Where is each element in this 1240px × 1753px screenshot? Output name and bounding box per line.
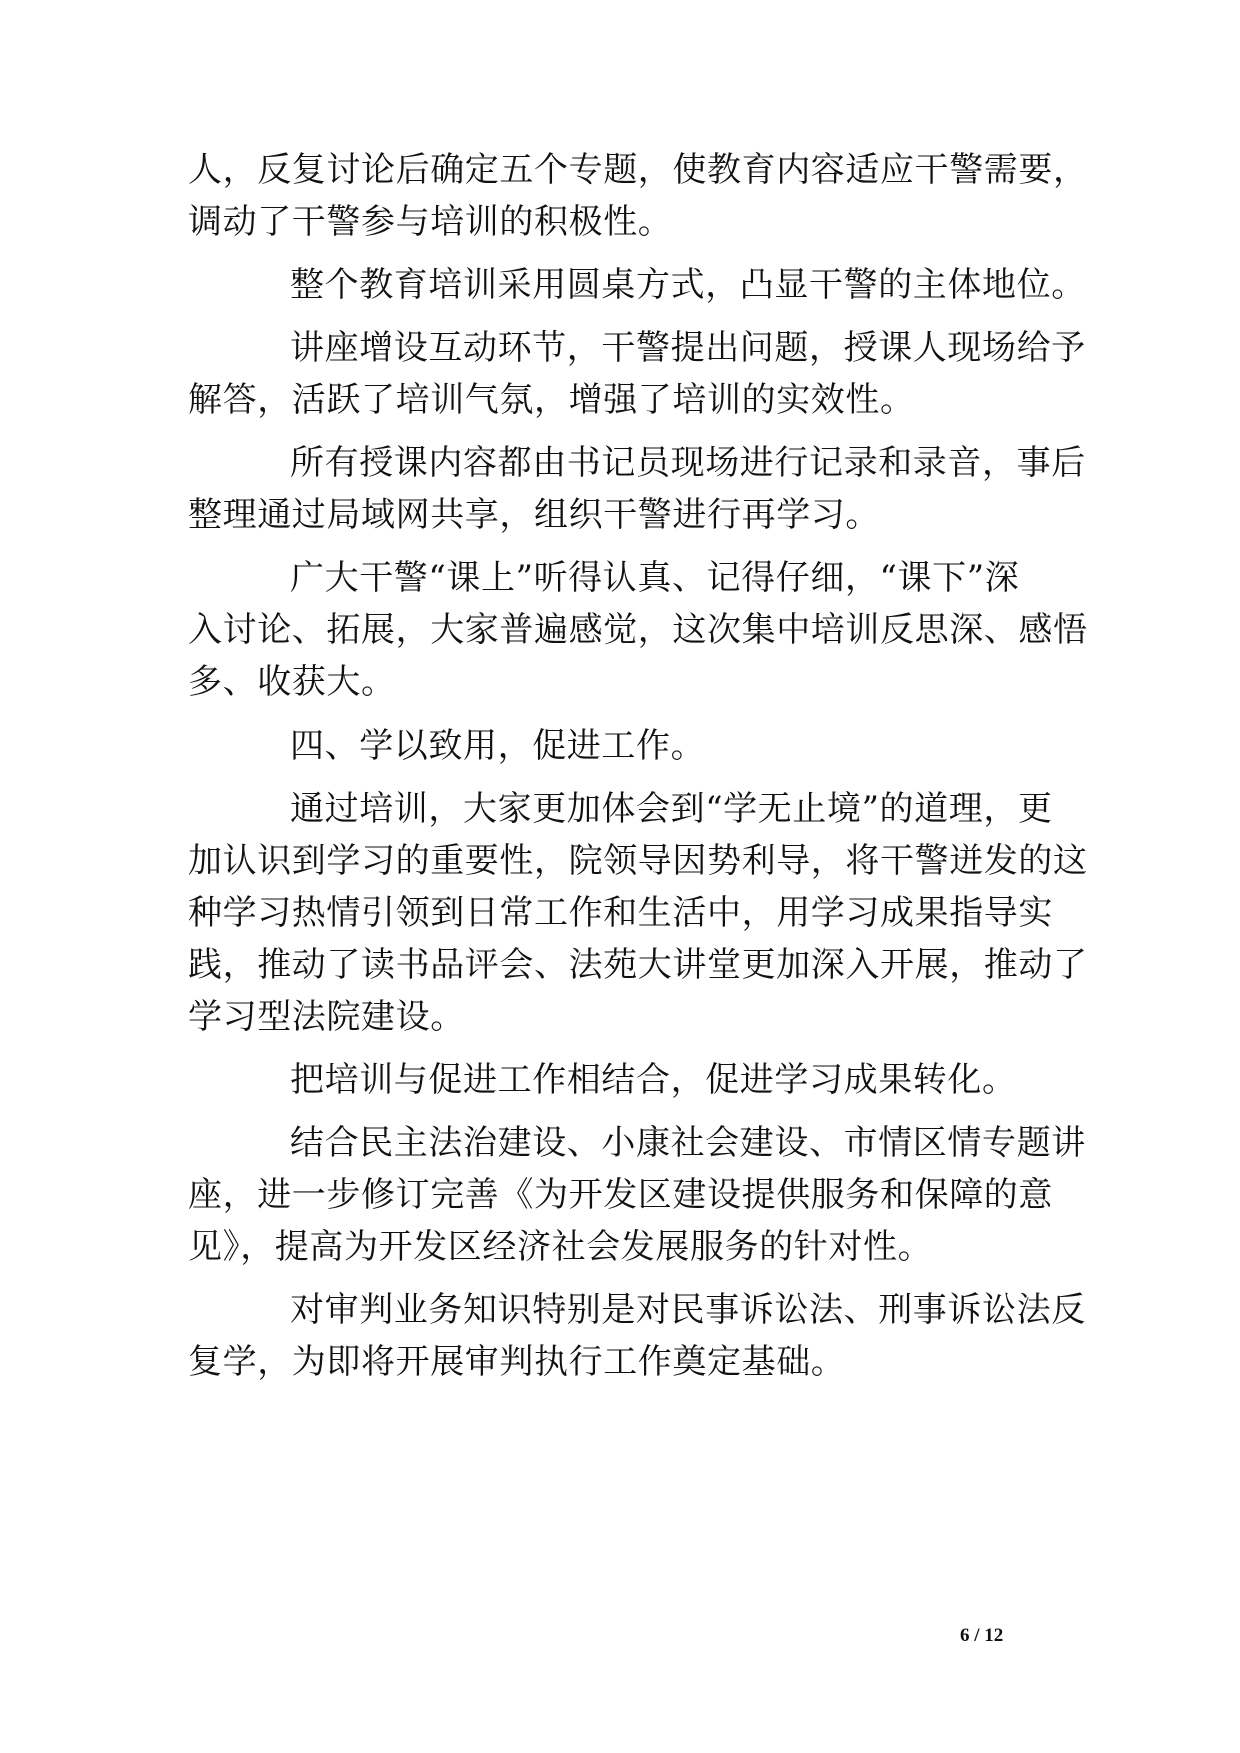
text-line: 对审判业务知识特别是对民事诉讼法、刑事诉讼法反 <box>290 1290 1086 1330</box>
text-line: 加认识到学习的重要性，院领导因势利导，将干警迸发的这 <box>188 841 1088 881</box>
text-line: 学习型法院建设。 <box>188 997 465 1037</box>
text-line: 人，反复讨论后确定五个专题，使教育内容适应干警需要， <box>188 150 1088 190</box>
text-line: 整个教育培训采用圆桌方式，凸显干警的主体地位。 <box>290 265 1086 305</box>
text-line: 多、收获大。 <box>188 662 396 702</box>
text-line: 所有授课内容都由书记员现场进行记录和录音，事后 <box>290 443 1086 483</box>
page-number: 6 / 12 <box>960 1625 1004 1646</box>
text-line: 见》，提高为开发区经济社会发展服务的针对性。 <box>188 1227 933 1267</box>
text-line: 复学，为即将开展审判执行工作奠定基础。 <box>188 1342 846 1382</box>
text-line: 入讨论、拓展，大家普遍感觉，这次集中培训反思深、感悟 <box>188 610 1088 650</box>
text-line: 结合民主法治建设、小康社会建设、市情区情专题讲 <box>290 1123 1086 1163</box>
text-line: 践，推动了读书品评会、法苑大讲堂更加深入开展，推动了 <box>188 945 1088 985</box>
text-line: 解答，活跃了培训气氛，增强了培训的实效性。 <box>188 380 915 420</box>
text-line: 通过培训，大家更加体会到“学无止境”的道理，更 <box>290 789 1053 829</box>
text-line: 讲座增设互动环节，干警提出问题，授课人现场给予 <box>290 328 1086 368</box>
text-line: 调动了干警参与培训的积极性。 <box>188 202 673 242</box>
section-heading: 四、学以致用，促进工作。 <box>290 726 706 766</box>
text-line: 种学习热情引领到日常工作和生活中，用学习成果指导实 <box>188 893 1053 933</box>
text-line: 整理通过局域网共享，组织干警进行再学习。 <box>188 495 880 535</box>
text-line: 座，进一步修订完善《为开发区建设提供服务和保障的意 <box>188 1175 1053 1215</box>
text-line: 广大干警“课上”听得认真、记得仔细，“课下”深 <box>290 558 1020 598</box>
text-line: 把培训与促进工作相结合，促进学习成果转化。 <box>290 1060 1017 1100</box>
